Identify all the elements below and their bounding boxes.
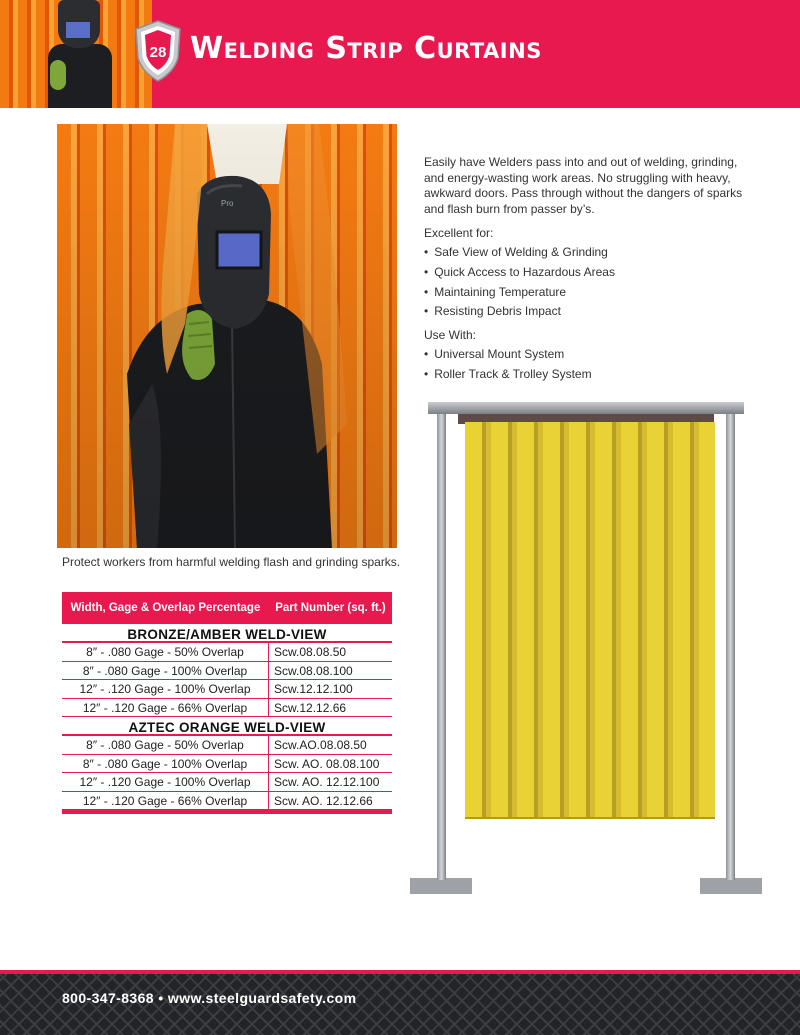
list-item: • Universal Mount System bbox=[424, 345, 592, 365]
list-item: • Maintaining Temperature bbox=[424, 283, 615, 303]
excellent-for-list bbox=[424, 243, 615, 322]
header-welder-photo bbox=[0, 0, 152, 108]
strip-curtain-illustration bbox=[410, 398, 770, 902]
list-item: • Roller Track & Trolley System bbox=[424, 365, 592, 385]
use-with-list bbox=[424, 345, 592, 385]
row-spec: 12″ - .120 Gage - 100% Overlap bbox=[62, 773, 269, 791]
row-part: Scw.12.12.100 bbox=[274, 682, 353, 696]
table-row bbox=[62, 773, 392, 792]
excellent-for-label: Excellent for: bbox=[424, 226, 494, 240]
row-spec: 12″ - .120 Gage - 66% Overlap bbox=[62, 699, 269, 717]
row-part: Scw.08.08.50 bbox=[274, 645, 347, 659]
row-part: Scw. AO. 08.08.100 bbox=[274, 756, 380, 771]
header-width-gage: Width, Gage & Overlap Percentage bbox=[70, 601, 261, 614]
table-row bbox=[62, 755, 392, 774]
separator-dot: • bbox=[158, 990, 164, 1006]
header-part-number: Part Number (sq. ft.) bbox=[275, 601, 386, 614]
list-item: • Resisting Debris Impact bbox=[424, 302, 615, 322]
page-number: 28 bbox=[149, 44, 167, 61]
list-item: • Safe View of Welding & Grinding bbox=[424, 243, 615, 263]
use-with-label: Use With: bbox=[424, 328, 477, 342]
section-bronze-amber: BRONZE/AMBER WELD-VIEW bbox=[62, 626, 392, 643]
table-bottom-rule bbox=[62, 810, 392, 814]
phone-number: 800-347-8368 bbox=[62, 990, 154, 1006]
row-spec: 8″ - .080 Gage - 50% Overlap bbox=[62, 736, 269, 754]
page-number-shield-icon bbox=[134, 20, 182, 82]
table-row bbox=[62, 643, 392, 662]
contact-info bbox=[62, 990, 356, 1006]
photo-caption: Protect workers from harmful welding flash and grinding sparks. bbox=[62, 555, 401, 569]
row-spec: 12″ - .120 Gage - 100% Overlap bbox=[62, 680, 269, 698]
section-aztec-orange: AZTEC ORANGE WELD-VIEW bbox=[62, 719, 392, 736]
welder-photo bbox=[57, 124, 397, 548]
row-spec: 12″ - .120 Gage - 66% Overlap bbox=[62, 792, 269, 810]
table-header bbox=[62, 592, 392, 624]
row-spec: 8″ - .080 Gage - 100% Overlap bbox=[62, 662, 269, 680]
spec-table bbox=[62, 592, 392, 814]
list-item: • Quick Access to Hazardous Areas bbox=[424, 263, 615, 283]
table-row bbox=[62, 792, 392, 811]
table-row bbox=[62, 736, 392, 755]
row-part: Scw. AO. 12.12.66 bbox=[274, 793, 373, 808]
row-part: Scw.AO.08.08.50 bbox=[274, 738, 367, 752]
table-row bbox=[62, 662, 392, 681]
page-title: Welding Strip Curtains bbox=[190, 31, 542, 66]
row-part: Scw.08.08.100 bbox=[274, 663, 353, 678]
row-spec: 8″ - .080 Gage - 100% Overlap bbox=[62, 755, 269, 773]
table-row bbox=[62, 699, 392, 718]
product-description: Easily have Welders pass into and out of welding, grinding, and energy-wasting work areas. No struggling with heavy, awkward doors. Pass through without the dangers of sparks and flash burn from passer by’s. bbox=[424, 155, 743, 216]
row-spec: 8″ - .080 Gage - 50% Overlap bbox=[62, 643, 269, 661]
page-header bbox=[0, 0, 800, 108]
row-part: Scw.12.12.66 bbox=[274, 700, 347, 715]
website-link[interactable]: www.steelguardsafety.com bbox=[167, 990, 357, 1006]
table-row bbox=[62, 680, 392, 699]
row-part: Scw. AO. 12.12.100 bbox=[274, 775, 380, 789]
